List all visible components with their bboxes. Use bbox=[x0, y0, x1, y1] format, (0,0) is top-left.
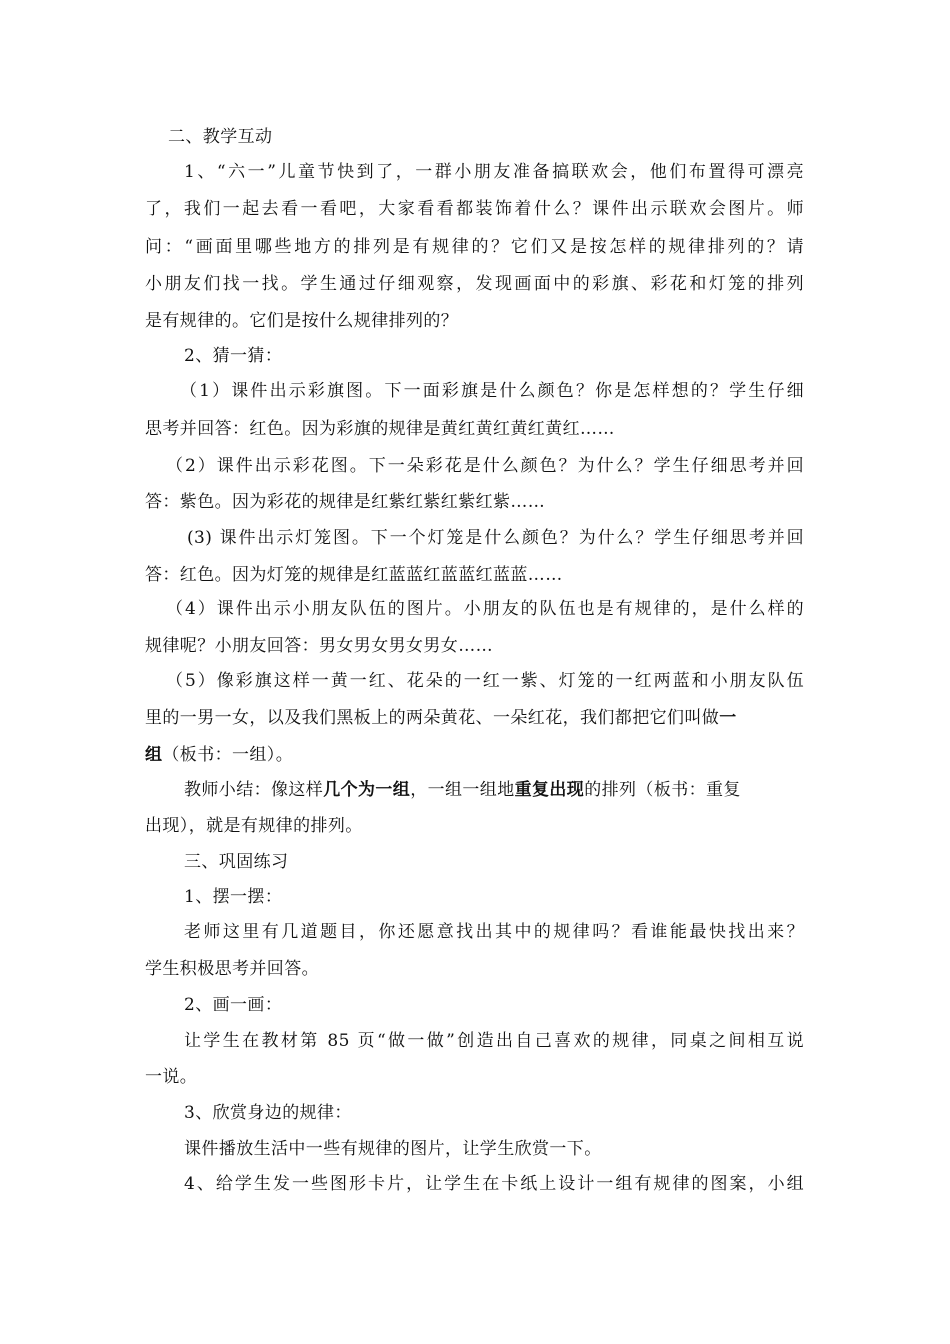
question5-line3-text: （板书：一组）。 bbox=[162, 745, 294, 765]
question2-line1: （2）课件出示彩花图。下一朵彩花是什么颜色？为什么？学生仔细思考并回 bbox=[166, 456, 804, 476]
summary-text-1: 教师小结：像这样 bbox=[184, 780, 324, 800]
exercise3-line1: 课件播放生活中一些有规律的图片，让学生欣赏一下。 bbox=[184, 1139, 602, 1159]
question5-line2-bold: 一 bbox=[719, 708, 737, 728]
summary-bold-2: 重复出现 bbox=[514, 780, 585, 800]
question2-line2: 答：紫色。因为彩花的规律是红紫红紫红紫红紫…… bbox=[145, 492, 546, 512]
summary-text-3: 的排列（板书：重复 bbox=[584, 780, 741, 800]
item1-line1: 1、“六一”儿童节快到了，一群小朋友准备搞联欢会，他们布置得可漂亮 bbox=[184, 162, 804, 182]
exercise2-line2: 一说。 bbox=[145, 1067, 198, 1087]
question5-line2-text: 里的一男一女，以及我们黑板上的两朵黄花、一朵红花，我们都把它们叫做 bbox=[145, 708, 720, 728]
item1-line3: 问：“画面里哪些地方的排列是有规律的？它们又是按怎样的规律排列的？请 bbox=[145, 237, 804, 257]
summary-line2: 出现），就是有规律的排列。 bbox=[145, 816, 363, 836]
exercise2-line1: 让学生在教材第 85 页“做一做”创造出自己喜欢的规律，同桌之间相互说 bbox=[184, 1031, 804, 1051]
item1-line4: 小朋友们找一找。学生通过仔细观察，发现画面中的彩旗、彩花和灯笼的排列 bbox=[145, 274, 804, 294]
question5-line1: （5）像彩旗这样一黄一红、花朵的一红一紫、灯笼的一红两蓝和小朋友队伍 bbox=[166, 671, 804, 691]
question5-line3 bbox=[145, 744, 293, 766]
summary-line1 bbox=[184, 779, 741, 801]
exercise1-line1: 老师这里有几道题目，你还愿意找出其中的规律吗？看谁能最快找出来？ bbox=[184, 922, 804, 942]
exercise1-heading: 1、摆一摆： bbox=[184, 887, 283, 907]
question1-line2: 思考并回答：红色。因为彩旗的规律是黄红黄红黄红黄红…… bbox=[145, 419, 615, 439]
item1-line5: 是有规律的。它们是按什么规律排列的？ bbox=[145, 311, 459, 331]
question3-line1: (3) 课件出示灯笼图。下一个灯笼是什么颜色？为什么？学生仔细思考并回 bbox=[187, 528, 804, 548]
item2-heading: 2、猜一猜： bbox=[184, 346, 283, 366]
section-heading-interaction: 二、教学互动 bbox=[168, 127, 273, 147]
item1-line2: 了，我们一起去看一看吧，大家看看都装饰着什么？课件出示联欢会图片。师 bbox=[145, 199, 804, 219]
exercise1-line2: 学生积极思考并回答。 bbox=[145, 959, 319, 979]
question3-line2: 答：红色。因为灯笼的规律是红蓝蓝红蓝蓝红蓝蓝…… bbox=[145, 565, 563, 585]
question5-line3-bold: 组 bbox=[145, 745, 163, 765]
question5-line2 bbox=[145, 707, 737, 729]
exercise4-line1: 4、给学生发一些图形卡片，让学生在卡纸上设计一组有规律的图案，小组 bbox=[184, 1174, 804, 1194]
question4-line1: （4）课件出示小朋友队伍的图片。小朋友的队伍也是有规律的，是什么样的 bbox=[166, 599, 804, 619]
exercise3-heading: 3、欣赏身边的规律： bbox=[184, 1103, 352, 1123]
summary-text-2: ，一组一组地 bbox=[410, 780, 515, 800]
question1-line1: （1）课件出示彩旗图。下一面彩旗是什么颜色？你是怎样想的？学生仔细 bbox=[180, 381, 804, 401]
question4-line2: 规律呢？小朋友回答：男女男女男女男女…… bbox=[145, 636, 493, 656]
summary-bold-1: 几个为一组 bbox=[323, 780, 411, 800]
section-heading-practice: 三、巩固练习 bbox=[184, 852, 289, 872]
exercise2-heading: 2、画一画： bbox=[184, 995, 283, 1015]
